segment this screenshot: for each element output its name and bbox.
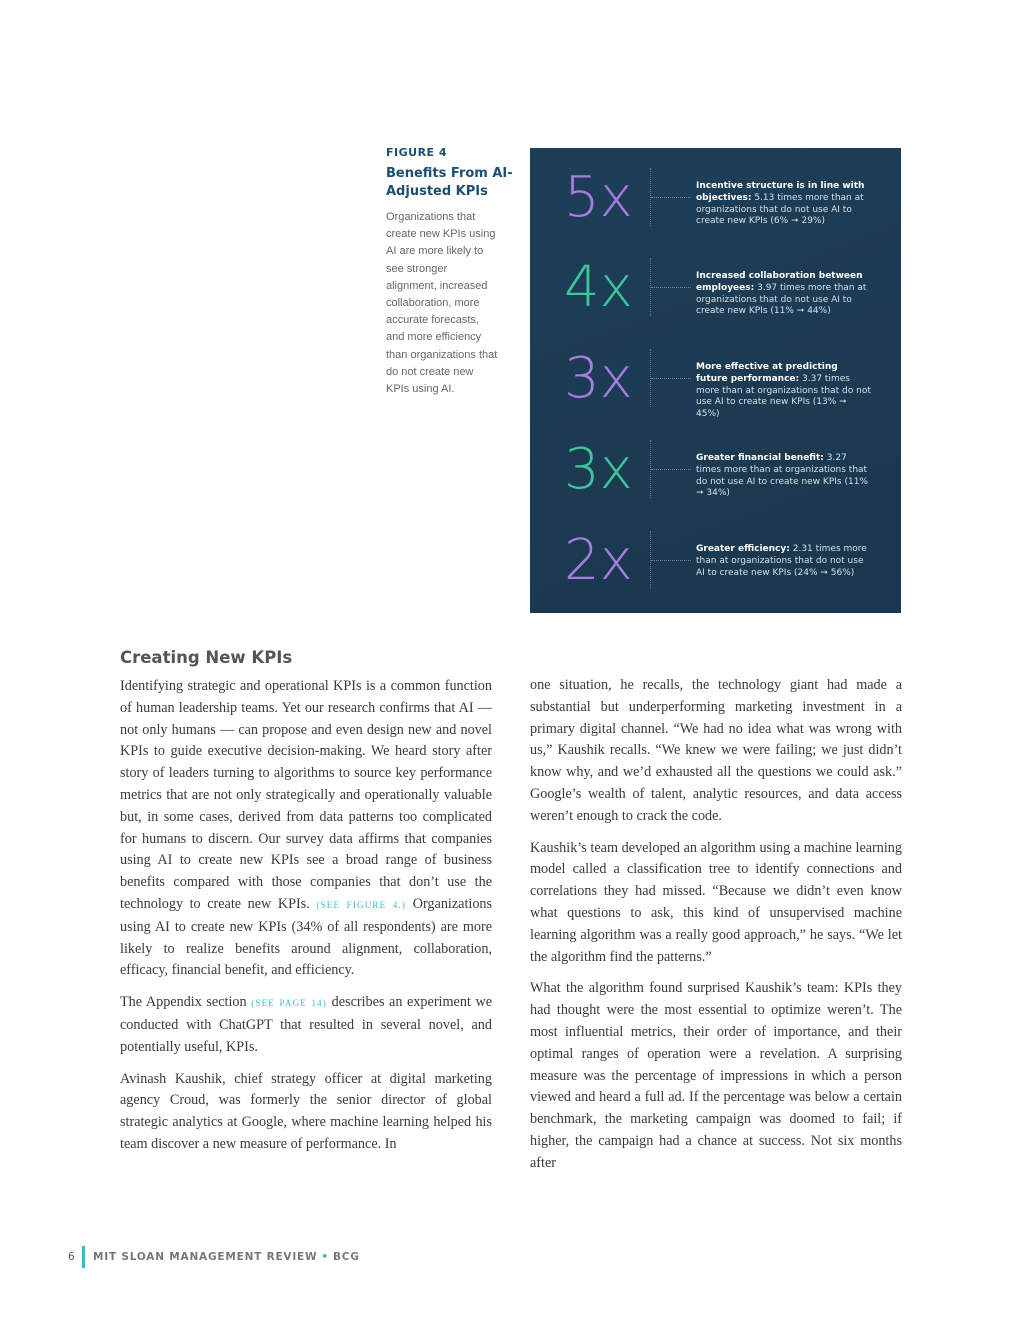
benefit-description (696, 181, 871, 228)
figure-title: Benefits From AI-Adjusted KPIs (386, 166, 513, 199)
footer-accent-bar (82, 1246, 85, 1268)
benefit-row (530, 158, 901, 238)
page-number: 6 (68, 1251, 75, 1263)
bracket-line (650, 349, 691, 407)
figure-caption (386, 146, 516, 398)
paragraph-text: Organizations using AI to create new KPIs (34% of all respondents) are more likely to realize benefits around alignment, collaboration, efficacy, financial benefit, and efficiency. (120, 895, 493, 979)
bracket-line (650, 168, 691, 226)
benefit-description (696, 544, 871, 579)
benefit-row (530, 248, 901, 328)
body-paragraph: What the algorithm found surprised Kaushik’s team: KPIs they had thought were the most essential to optimize weren’t. The most influential metrics, their order of importance, and their optimal ranges of operation were a revelation. A surprising measure was the percentage of impressions in which a person viewed and heard a full ad. If the percentage was below a certain benchmark, the marketing campaign was doomed to fail; if higher, the campaign had a chance at success. Not six months after (530, 980, 902, 1171)
page-footer (68, 1246, 360, 1268)
body-paragraph (120, 992, 492, 1058)
benefits-infographic (530, 148, 901, 613)
benefit-multiplier: 2x (564, 528, 633, 593)
left-column (120, 676, 492, 1166)
page-reference-link[interactable]: (SEE PAGE 14) (251, 998, 328, 1009)
benefit-title: Greater financial benefit: (696, 453, 824, 463)
body-paragraph (120, 676, 492, 982)
benefit-multiplier: 5x (564, 165, 633, 230)
body-paragraph: Avinash Kaushik, chief strategy officer at digital marketing agency Croud, was formerly the senior director of global strategic analytics at Google, where machine learning helped his team discover a new measure of performance. In (120, 1070, 492, 1152)
section-heading: Creating New KPIs (120, 648, 293, 667)
benefit-title: Increased collaboration between employees: (696, 271, 863, 293)
body-paragraph: one situation, he recalls, the technology giant had made a substantial but underperforming marketing investment in a primary digital channel. “We had no idea what was wrong with us,” Kaushik recalls. “We knew we were failing; we just didn’t know why, and we’d exhausted all the questions we could ask.” Google’s wealth of talent, analytic resources, and data access weren’t enough to crack the code. (530, 677, 902, 824)
footer-separator-dot-icon: • (321, 1251, 329, 1263)
body-paragraph: Kaushik’s team developed an algorithm using a machine learning model called a classification tree to identify connections and correlations they had missed. “Because we didn’t even know what questions to ask, this kind of unsupervised machine learning algorithm was a really good approach,” he says. “We let the algorithm find the patterns.” (530, 839, 902, 965)
benefit-multiplier: 3x (564, 346, 633, 411)
bracket-line (650, 531, 691, 589)
paragraph-text: describes an experiment we conducted with ChatGPT that resulted in several novel, and potentially useful, KPIs. (120, 994, 492, 1055)
benefit-description (696, 362, 871, 421)
benefit-text: 3.97 times more than at organizations that do not use AI to create new KPIs (11% ➞ 44%) (696, 282, 867, 317)
benefit-title: Greater efficiency: (696, 544, 790, 554)
footer-publication: MIT SLOAN MANAGEMENT REVIEW (93, 1251, 318, 1263)
benefit-text: 5.13 times more than at organizations that do not use AI to create new KPIs (6% ➞ 29%) (696, 192, 864, 227)
benefit-row (530, 521, 901, 601)
benefit-text: 2.31 times more than at organizations that do not use AI to create new KPIs (24% ➞ 56%) (696, 544, 867, 578)
figure-description: Organizations that create new KPIs using AI are more likely to see stronger alignment, increased collaboration, more accurate forecasts, and more efficiency than organizations that do not create new KPIs using AI. (386, 211, 498, 396)
figure-number: FIGURE 4 (386, 146, 448, 159)
benefit-multiplier: 3x (564, 437, 633, 502)
paragraph-text: Identifying strategic and operational KPIs is a common function of human leadership teams. Yet our research confirms that AI — not only humans — can propose and even design new and novel KPIs to guide executive decision-making. We heard story after story of leaders turning to algorithms to source key performance metrics that are not only strategically and operationally valuable but, in some cases, derived from data patterns too complicated for humans to discern. Our survey data affirms that companies using AI to create new KPIs see a broad range of business benefits compared with those companies that don’t use the technology to create new KPIs. (120, 678, 492, 912)
benefit-row (530, 339, 901, 419)
bracket-line (650, 258, 691, 316)
footer-partner: BCG (332, 1251, 360, 1263)
right-column (530, 675, 902, 1185)
benefit-row (530, 430, 901, 510)
benefit-description (696, 271, 871, 318)
paragraph-text: The Appendix section (120, 994, 247, 1011)
bracket-line (650, 440, 691, 498)
benefit-description (696, 453, 871, 500)
benefit-title: Incentive structure is in line with objectives: (696, 181, 865, 203)
figure-reference-link[interactable]: (SEE FIGURE 4.) (316, 899, 407, 910)
benefit-title: More effective at predicting future performance: (696, 362, 838, 384)
benefit-multiplier: 4x (564, 255, 633, 320)
benefit-text: 3.27 times more than at organizations that do not use AI to create new KPIs (11% ➞ 34%) (696, 453, 868, 499)
benefit-text: 3.37 times more than at organizations that do not use AI to create new KPIs (13% ➞ 45%) (696, 373, 871, 420)
